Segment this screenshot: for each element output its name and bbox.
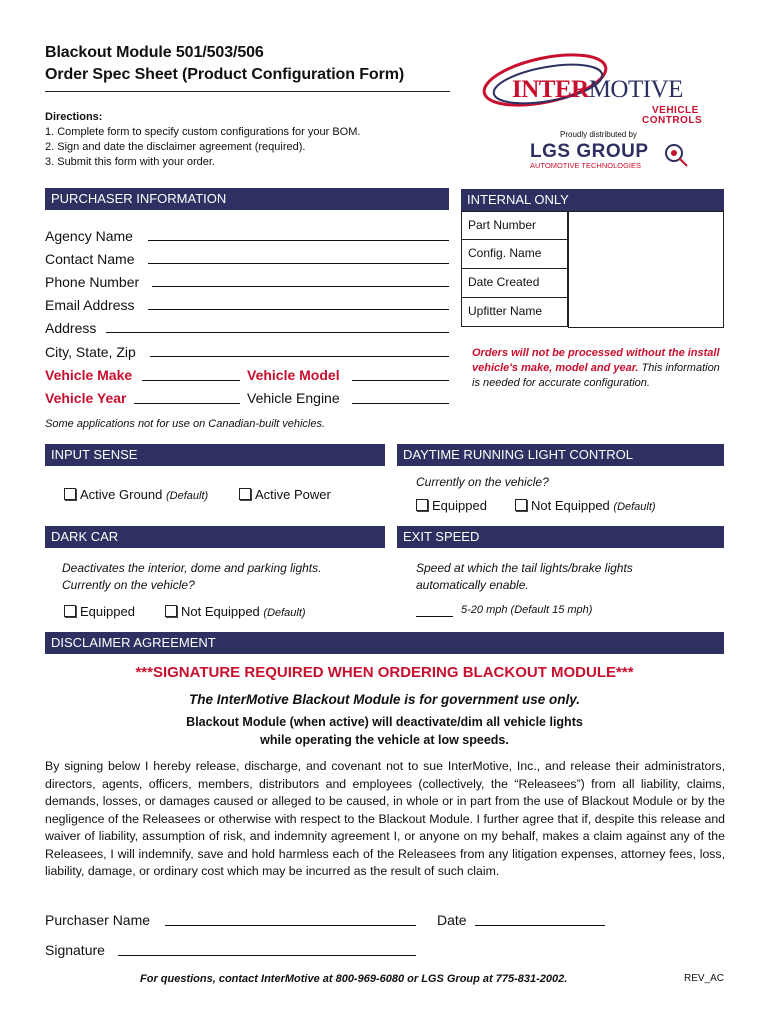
signature-required-banner: ***SIGNATURE REQUIRED WHEN ORDERING BLACKOUT MODULE*** — [135, 664, 634, 681]
dark-car-equipped-checkbox[interactable] — [64, 605, 76, 617]
dark-car-not-equipped-option[interactable] — [165, 604, 306, 619]
dark-car-header — [45, 526, 385, 548]
direction-step-1: 1. Complete form to specify custom configurations for your BOM. — [45, 126, 361, 138]
purchaser-info-header: PURCHASER INFORMATION — [45, 188, 449, 210]
dark-car-not-equipped-label: Not Equipped — [181, 604, 260, 619]
direction-step-3: 3. Submit this form with your order. — [45, 156, 215, 168]
disclaimer-header-text: DISCLAIMER AGREEMENT — [51, 635, 216, 650]
config-name-cell: Config. Name — [461, 240, 568, 269]
internal-value-area[interactable] — [568, 211, 724, 328]
lgs-sub-text: AUTOMOTIVE TECHNOLOGIES — [530, 161, 641, 170]
warning-info-text: This information is needed for accurate configuration. — [472, 362, 720, 389]
drl-equipped-label: Equipped — [432, 498, 487, 513]
input-sense-header — [45, 444, 385, 466]
dark-car-header-text: DARK CAR — [51, 529, 119, 544]
logo-sub2: CONTROLS — [642, 115, 703, 126]
vehicle-year-label: Vehicle Year — [45, 390, 127, 406]
release-agreement-text: By signing below I hereby release, discharge, and covenant not to sue InterMotive, Inc., and release their administrators, directors, agents, officers, members, distributors and employees (collectively, the “Releasees”) from all liability, claims, demands, losses, or damages caused or alleged to be caused, in whole or in part from the use of Blackout Module or by the negligence of the Releasees or otherwise with respect to the Blackout Module. I further agree that if, despite this release and waiver of liability, assumption of risk, and indemnity agreement I, or anyone on my behalf, makes a claim against any of the Releasees, I will indemnify, save and hold harmless each of the Releasees from any litigation expenses, attorney fees, loss, liability, damage, or ordinary cost which may be incurred as the result of such claim. — [45, 759, 725, 878]
warning-required-text: Orders will not be processed without the install vehicle's make, model and year. — [472, 347, 720, 374]
vehicle-engine-label: Vehicle Engine — [247, 390, 340, 406]
drl-not-equipped-option[interactable] — [515, 498, 656, 513]
exit-speed-header — [397, 526, 724, 548]
drl-question: Currently on the vehicle? — [416, 475, 549, 489]
dark-car-not-equipped-default: (Default) — [263, 607, 306, 619]
logo-sub1: VEHICLE — [652, 105, 699, 116]
city-state-zip-label: City, State, Zip — [45, 344, 136, 360]
directions-heading: Directions: — [45, 111, 103, 123]
deactivate-notice-1: Blackout Module (when active) will deactivate/dim all vehicle lights — [186, 715, 583, 729]
dark-car-desc1: Deactivates the interior, dome and parking lights. — [62, 561, 322, 575]
logo-brand-blue: MOTIVE — [588, 76, 683, 103]
exit-speed-field[interactable] — [416, 616, 453, 617]
signature-field[interactable] — [118, 955, 416, 956]
logo-brand-red: INTER — [512, 76, 589, 103]
exit-speed-desc2: automatically enable. — [416, 578, 529, 592]
title-rule — [45, 91, 450, 92]
active-power-checkbox[interactable] — [239, 488, 251, 500]
purchaser-name-field[interactable] — [165, 925, 416, 926]
vehicle-model-field[interactable] — [352, 380, 449, 381]
internal-warning — [472, 346, 724, 391]
form-title-line2: Order Spec Sheet (Product Configuration Form) — [45, 66, 405, 83]
lgs-group-logo: LGS GROUP — [530, 141, 649, 162]
footer-contact: For questions, contact InterMotive at 800-969-6080 or LGS Group at 775-831-2002. — [140, 973, 568, 985]
agency-name-field[interactable] — [148, 240, 449, 241]
drl-header-text: DAYTIME RUNNING LIGHT CONTROL — [403, 447, 633, 462]
form-title-line1: Blackout Module 501/503/506 — [45, 44, 264, 61]
city-state-zip-field[interactable] — [150, 356, 449, 357]
date-label: Date — [437, 912, 467, 928]
exit-speed-range: 5-20 mph (Default 15 mph) — [461, 604, 593, 616]
upfitter-name-cell: Upfitter Name — [461, 298, 568, 327]
active-ground-option[interactable] — [64, 487, 208, 502]
phone-number-label: Phone Number — [45, 274, 140, 290]
signature-label: Signature — [45, 942, 105, 958]
revision-code: REV_AC — [684, 973, 725, 984]
drl-equipped-option[interactable] — [416, 498, 487, 513]
canada-note: Some applications not for use on Canadian-built vehicles. — [45, 418, 326, 430]
input-sense-header-text: INPUT SENSE — [51, 447, 138, 462]
drl-not-equipped-default: (Default) — [613, 501, 656, 513]
intermotive-logo — [470, 48, 720, 178]
phone-number-field[interactable] — [152, 286, 449, 287]
dark-car-equipped-option[interactable] — [64, 604, 135, 619]
active-ground-default: (Default) — [166, 490, 209, 502]
vehicle-engine-field[interactable] — [352, 403, 449, 404]
email-address-label: Email Address — [45, 297, 135, 313]
address-label: Address — [45, 320, 97, 336]
drl-not-equipped-label: Not Equipped — [531, 498, 610, 513]
active-ground-label: Active Ground — [80, 487, 163, 502]
exit-speed-header-text: EXIT SPEED — [403, 529, 480, 544]
vehicle-model-label: Vehicle Model — [247, 367, 340, 383]
lgs-target-icon — [663, 142, 689, 168]
distributed-by-text: Proudly distributed by — [560, 130, 637, 139]
vehicle-year-field[interactable] — [134, 403, 240, 404]
government-use-notice: The InterMotive Blackout Module is for government use only. — [188, 692, 581, 707]
drl-equipped-checkbox[interactable] — [416, 499, 428, 511]
contact-name-label: Contact Name — [45, 251, 135, 267]
disclaimer-header — [45, 632, 724, 654]
agency-name-label: Agency Name — [45, 228, 133, 244]
date-field[interactable] — [475, 925, 605, 926]
email-address-field[interactable] — [148, 309, 449, 310]
drl-header — [397, 444, 724, 466]
date-created-cell: Date Created — [461, 269, 568, 298]
dark-car-not-equipped-checkbox[interactable] — [165, 605, 177, 617]
deactivate-notice-2: while operating the vehicle at low speeds. — [260, 733, 509, 747]
part-number-cell: Part Number — [461, 211, 568, 240]
active-power-label: Active Power — [255, 487, 331, 502]
drl-not-equipped-checkbox[interactable] — [515, 499, 527, 511]
internal-table — [461, 211, 568, 327]
dark-car-desc2: Currently on the vehicle? — [62, 578, 195, 592]
contact-name-field[interactable] — [148, 263, 449, 264]
vehicle-make-field[interactable] — [142, 380, 240, 381]
purchaser-name-label: Purchaser Name — [45, 912, 151, 928]
active-power-option[interactable] — [239, 487, 331, 502]
vehicle-make-label: Vehicle Make — [45, 367, 133, 383]
dark-car-equipped-label: Equipped — [80, 604, 135, 619]
direction-step-2: 2. Sign and date the disclaimer agreement (required). — [45, 141, 306, 153]
address-field[interactable] — [106, 332, 449, 333]
exit-speed-desc1: Speed at which the tail lights/brake lights — [416, 561, 633, 575]
active-ground-checkbox[interactable] — [64, 488, 76, 500]
internal-only-header: INTERNAL ONLY — [461, 189, 724, 211]
